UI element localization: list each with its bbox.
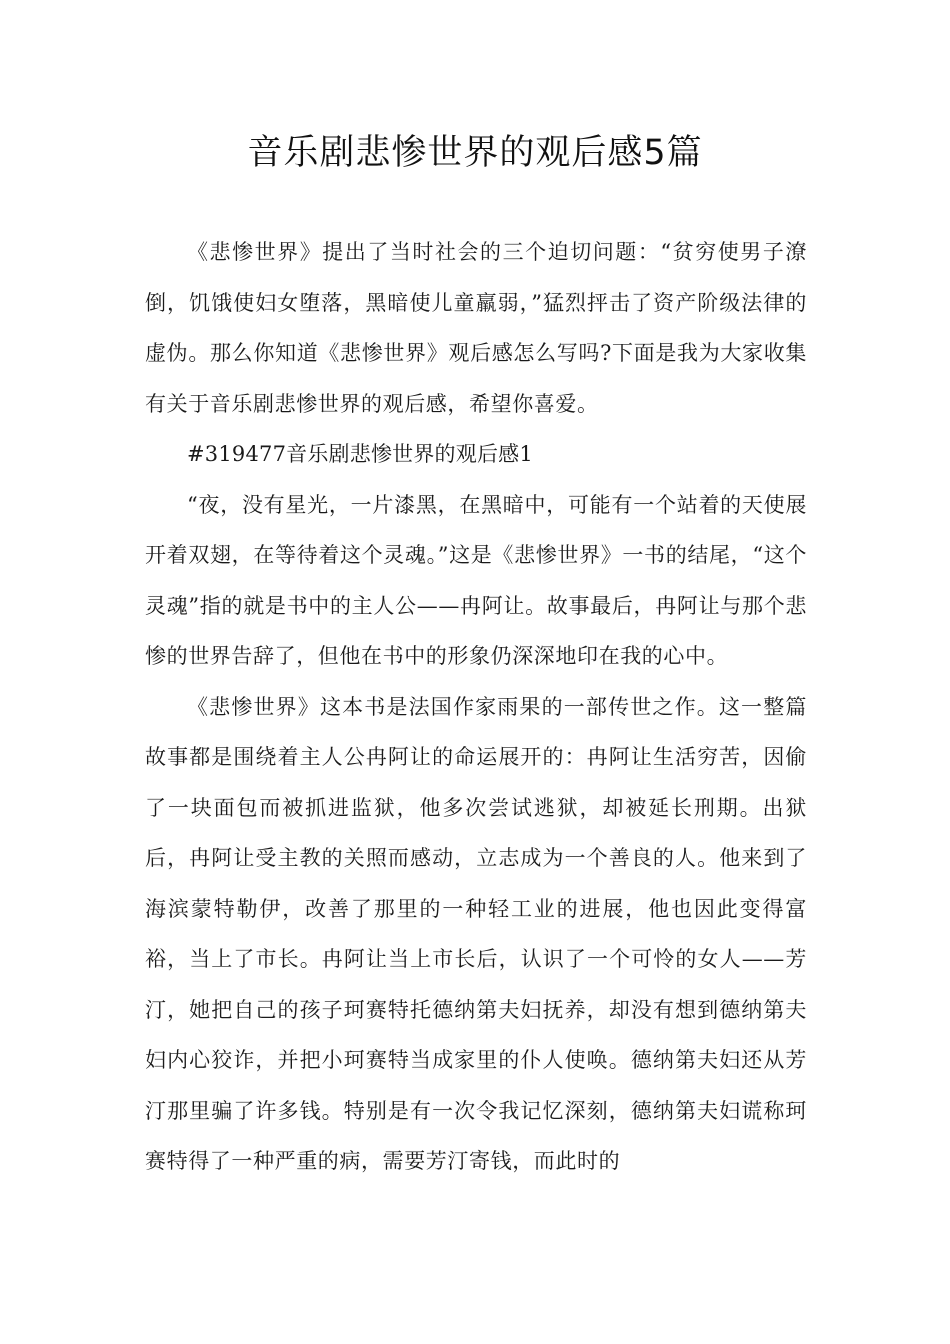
section-heading: #319477音乐剧悲惨世界的观后感1 (187, 442, 533, 466)
body-paragraph: 《悲惨世界》这本书是法国作家雨果的一部传世之作。这一整篇故事都是围绕着主人公冉阿让的命运展开的：冉阿让生活穷苦，因偷了一块面包而被抓进监狱，他多次尝试逃狱，却被延长刑期。出狱后，冉阿让受主教的关照而感动，立志成为一个善良的人。他来到了海滨蒙特勒伊，改善了那里的一种轻工业的进展，他也因此变得富裕，当上了市长。冉阿让当上市长后，认识了一个可怜的女人——芳汀，她把自己的孩子珂赛特托德纳第夫妇抚养，却没有想到德纳第夫妇内心狡诈，并把小珂赛特当成家里的仆人使唤。德纳第夫妇还从芳汀那里骗了许多钱。特别是有一次令我记忆深刻，德纳第夫妇谎称珂赛特得了一种严重的病，需要芳汀寄钱，而此时的 (145, 694, 807, 1173)
document-body (145, 227, 807, 1187)
body-paragraph: “夜，没有星光，一片漆黑，在黑暗中，可能有一个站着的天使展开着双翅，在等待着这个灵魂。”这是《悲惨世界》一书的结尾，“这个灵魂”指的就是书中的主人公——冉阿让。故事最后，冉阿让与那个悲惨的世界告辞了，但他在书中的形象仍深深地印在我的心中。 (145, 492, 807, 668)
intro-paragraph: 《悲惨世界》提出了当时社会的三个迫切问题：“贫穷使男子潦倒，饥饿使妇女堕落，黑暗使儿童羸弱，”猛烈抨击了资产阶级法律的虚伪。那么你知道《悲惨世界》观后感怎么写吗?下面是我为大家收集有关于音乐剧悲惨世界的观后感，希望你喜爱。 (145, 240, 807, 416)
document-title: 音乐剧悲惨世界的观后感5篇 (247, 133, 703, 173)
